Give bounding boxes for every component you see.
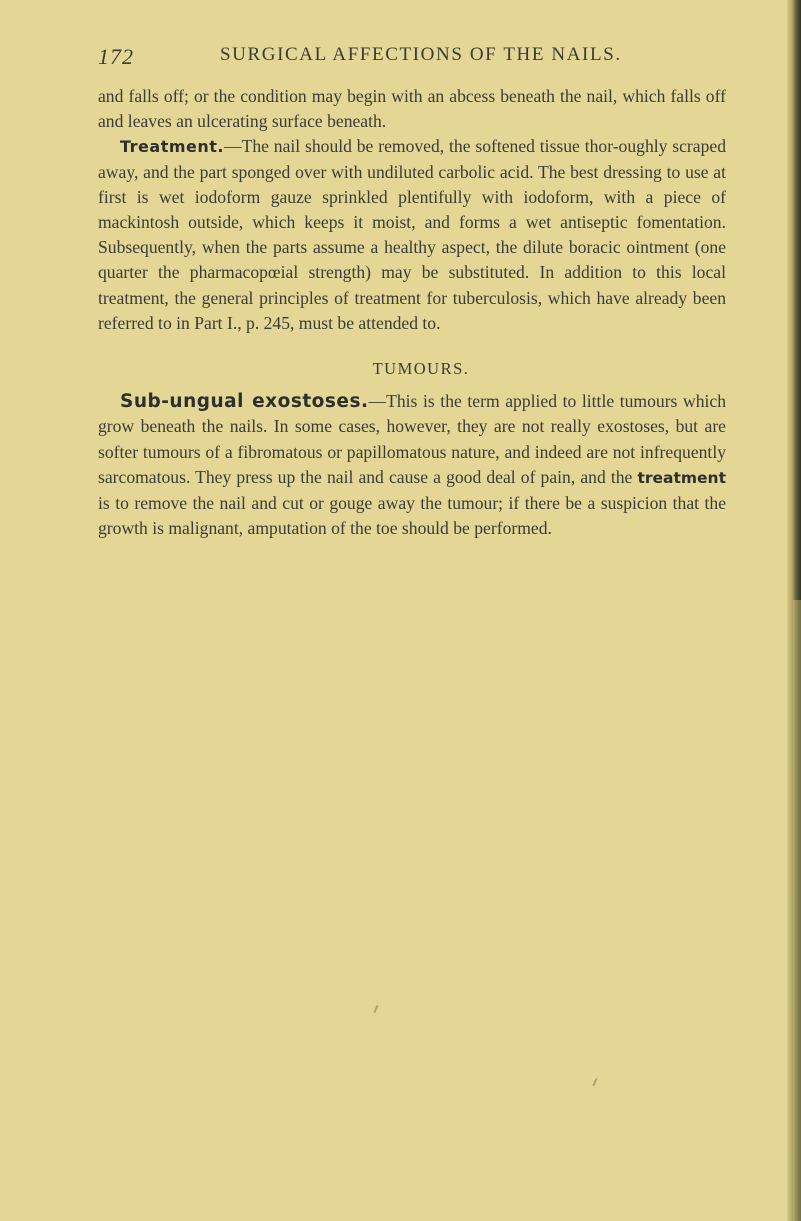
paragraph-treatment [98, 134, 726, 336]
run-in-heading-sub-ungual: Sub-ungual exostoses. [120, 391, 369, 413]
paragraph-text: —The nail should be removed, the softened tissue thor-oughly scraped away, and the part sponged over with undiluted carbolic acid. The best dressing to use at first is wet iodoform gauze sprinkled plentifully with iodoform, with a piece of mackintosh outside, which keeps it moist, and forms a wet antiseptic fomentation. Subsequently, when the parts assume a healthy aspect, the dilute boracic ointment (one quarter the pharmacopœial strength) may be substituted. In addition to this local treatment, the general principles of treatment for tuberculosis, which have already been referred to in Part I., p. 245, must be attended to. [98, 136, 726, 333]
paper-speck [373, 1005, 378, 1013]
inline-bold-treatment: treatment [637, 468, 726, 487]
paragraph-text: and falls off; or the condition may begin with an abcess beneath the nail, which falls off and leaves an ulcerating surface beneath. [98, 86, 726, 132]
paragraph-text: is to remove the nail and cut or gouge away the tumour; if there be a suspicion that the growth is malignant, amputation of the toe should be performed. [98, 493, 726, 539]
paper-speck [592, 1078, 597, 1086]
paragraph-continuation [98, 84, 726, 134]
page-header [98, 44, 713, 74]
section-heading-tumours: TUMOURS. [372, 359, 470, 379]
running-head: SURGICAL AFFECTIONS OF THE NAILS. [220, 44, 622, 65]
body-text [98, 84, 726, 541]
paragraph-sub-ungual [98, 389, 726, 541]
paragraph-text: —This is the term applied to little tumours which grow beneath the nails. In some cases, however, they are not really exostoses, but are softer tumours of a fibromatous or papillomatous nature, and indeed are not infrequently sarcomatous. They press up the nail and cause a good deal of pain, and the [98, 391, 726, 487]
run-in-heading-treatment: Treatment. [120, 137, 224, 157]
page-edge-lower [793, 600, 801, 1221]
page-number: 172 [98, 44, 134, 69]
